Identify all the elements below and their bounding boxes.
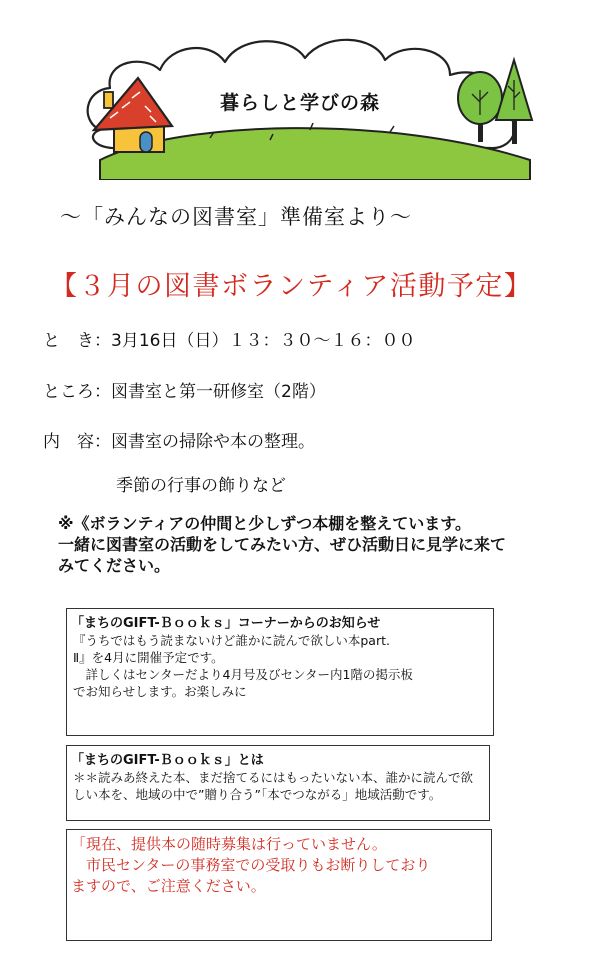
notice-line: ※《ボランティアの仲間と少しずつ本棚を整えています。 — [58, 514, 471, 533]
volunteer-notice — [58, 513, 506, 576]
detail-where: ところ：図書室と第一研修室（2階） — [43, 382, 326, 402]
banner-title: 暮らしと学びの森 — [219, 92, 380, 114]
donation-notice-body: 「現在、提供本の随時募集は行っていません。 市民センターの事務室での受取りもお断りしており ますので、ご注意ください。 — [71, 835, 431, 895]
gift-books-news-body: 『うちではもう読まないけど誰かに読んで欲しい本part. Ⅱ』を4月に開催予定です。 詳しくはセンターだより4月号及びセンター内1階の掲示板 でお知らせします。お楽しみに — [73, 633, 413, 699]
notice-line: 一緒に図書室の活動をしてみたい方、ぜひ活動日に見学に来て — [58, 535, 507, 554]
detail-content-continued: 季節の行事の飾りなど — [116, 476, 286, 496]
page-subtitle: ～「みんなの図書室」準備室より～ — [60, 205, 412, 229]
event-heading: 【３月の図書ボランティア活動予定】 — [50, 271, 533, 302]
notice-line: みてください。 — [58, 556, 171, 575]
gift-books-about-body: ＊＊読みあ終えた本、まだ捨てるにはもったいない本、誰かに読んで欲 しい本を、地域の中で”贈り合う”「本でつながる」地域活動です。 — [73, 770, 474, 802]
gift-books-about-title: 「まちのGIFT-Ｂｏｏｋｓ」とは — [71, 753, 264, 768]
donation-notice-box — [66, 829, 492, 941]
detail-content: 内 容：図書室の掃除や本の整理。 — [43, 432, 315, 452]
gift-books-news-box — [66, 608, 494, 736]
gift-books-about-box — [66, 745, 490, 821]
detail-when: と き：3月16日（日）１３：３０～１６：００ — [43, 331, 416, 351]
gift-books-news-title: 「まちのGIFT-Ｂｏｏｋｓ」コーナーからのお知らせ — [71, 616, 381, 631]
